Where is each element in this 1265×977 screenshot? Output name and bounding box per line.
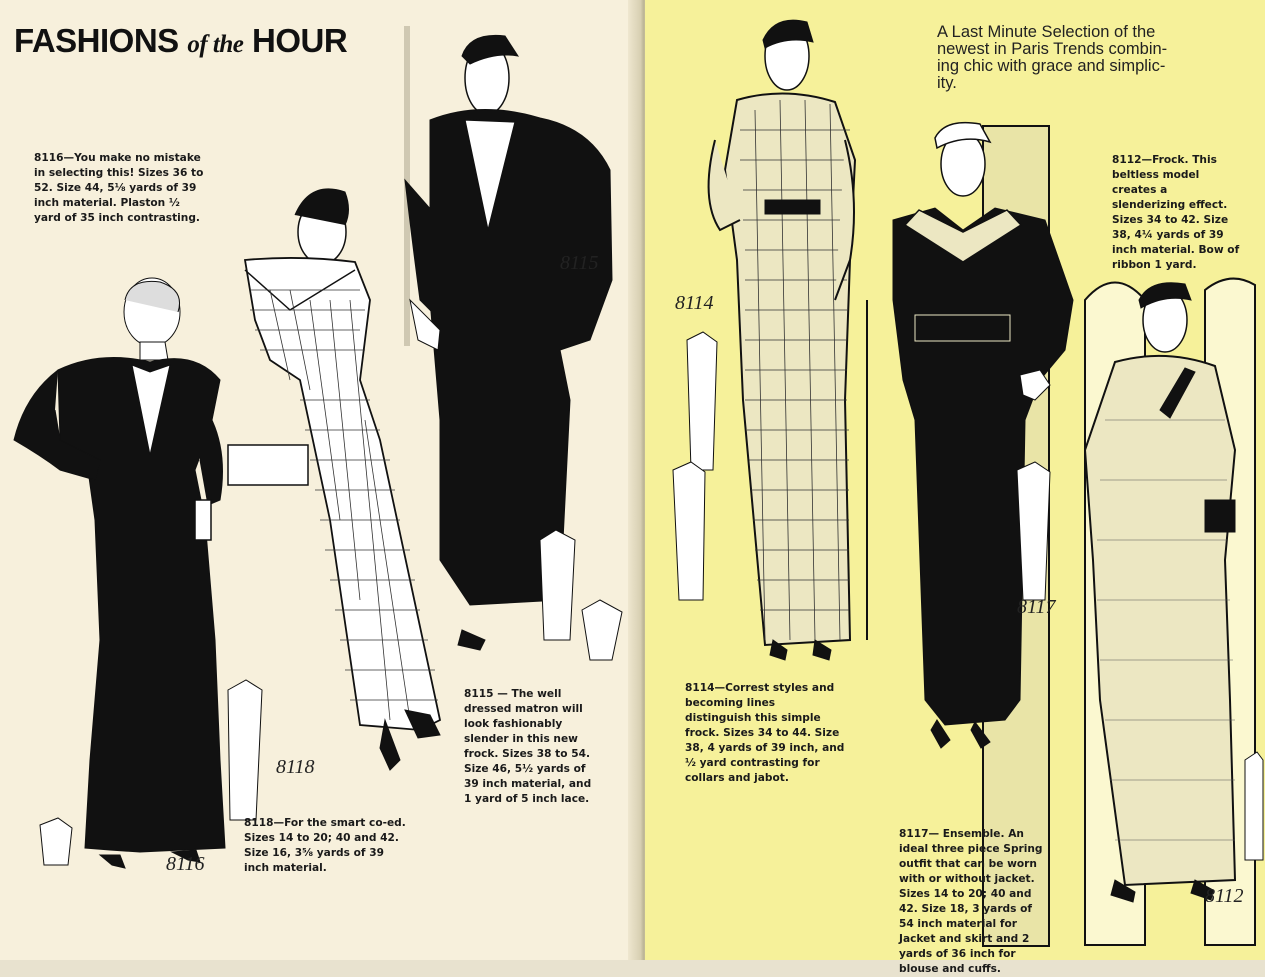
right-page <box>645 0 1265 975</box>
pattern-label-8118: 8118 <box>276 756 315 778</box>
pattern-8114-description: 8114—Correst styles and becoming lines distinguish this simple frock. Sizes 34 to 44. Size 38, 4 yards of 39 inch, and ½ yard contrasting for collars and jabot. <box>685 682 845 784</box>
pattern-8112-description: 8112—Frock. This beltless model creates a slenderizing effect. Sizes 34 to 42. Size 38, 4¼ yards of 39 inch material. Bow of ribbon 1 yard. <box>1112 154 1240 271</box>
pattern-8116-description: 8116—You make no mistake in selecting this! Sizes 36 to 52. Size 44, 5⅛ yards of 39 inch material. Plaston ½ yard of 35 inch contrasting. <box>34 152 204 224</box>
pattern-label-8117: 8117 <box>1017 596 1056 618</box>
page-title: FASHIONS of the HOUR <box>14 22 348 59</box>
figure-8114 <box>673 20 855 660</box>
pattern-label-8112: 8112 <box>1205 885 1244 907</box>
pattern-label-8115: 8115 <box>560 252 599 274</box>
pattern-8118-description: 8118—For the smart co-ed. Sizes 14 to 20; 40 and 42. Size 16, 3⅝ yards of 39 inch material. <box>244 817 406 874</box>
left-page <box>0 0 640 960</box>
pattern-label-8116: 8116 <box>166 853 205 875</box>
pattern-label-8114: 8114 <box>675 292 714 314</box>
figure-8115 <box>405 35 622 660</box>
pattern-8117-description: 8117— Ensemble. An ideal three piece Spring outfit that can be worn with or without jacket. Sizes 14 to 20; 40 and 42. Size 18, 3 yards of 54 inch material for Jacket and skirt and 2 yards of 36 inch for blouse and cuffs. <box>899 828 1043 975</box>
figure-8116 <box>14 278 225 868</box>
pattern-8115-description: 8115 — The well dressed matron will look fashionably slender in this new frock. Sizes 38 to 54. Size 46, 5½ yards of 39 inch material, and 1 yard of 5 inch lace. <box>464 688 592 805</box>
page-headline: A Last Minute Selection of the newest in Paris Trends combin- ing chic with grace and simplic- ity. <box>937 23 1168 92</box>
right-illustrations <box>645 0 1265 960</box>
